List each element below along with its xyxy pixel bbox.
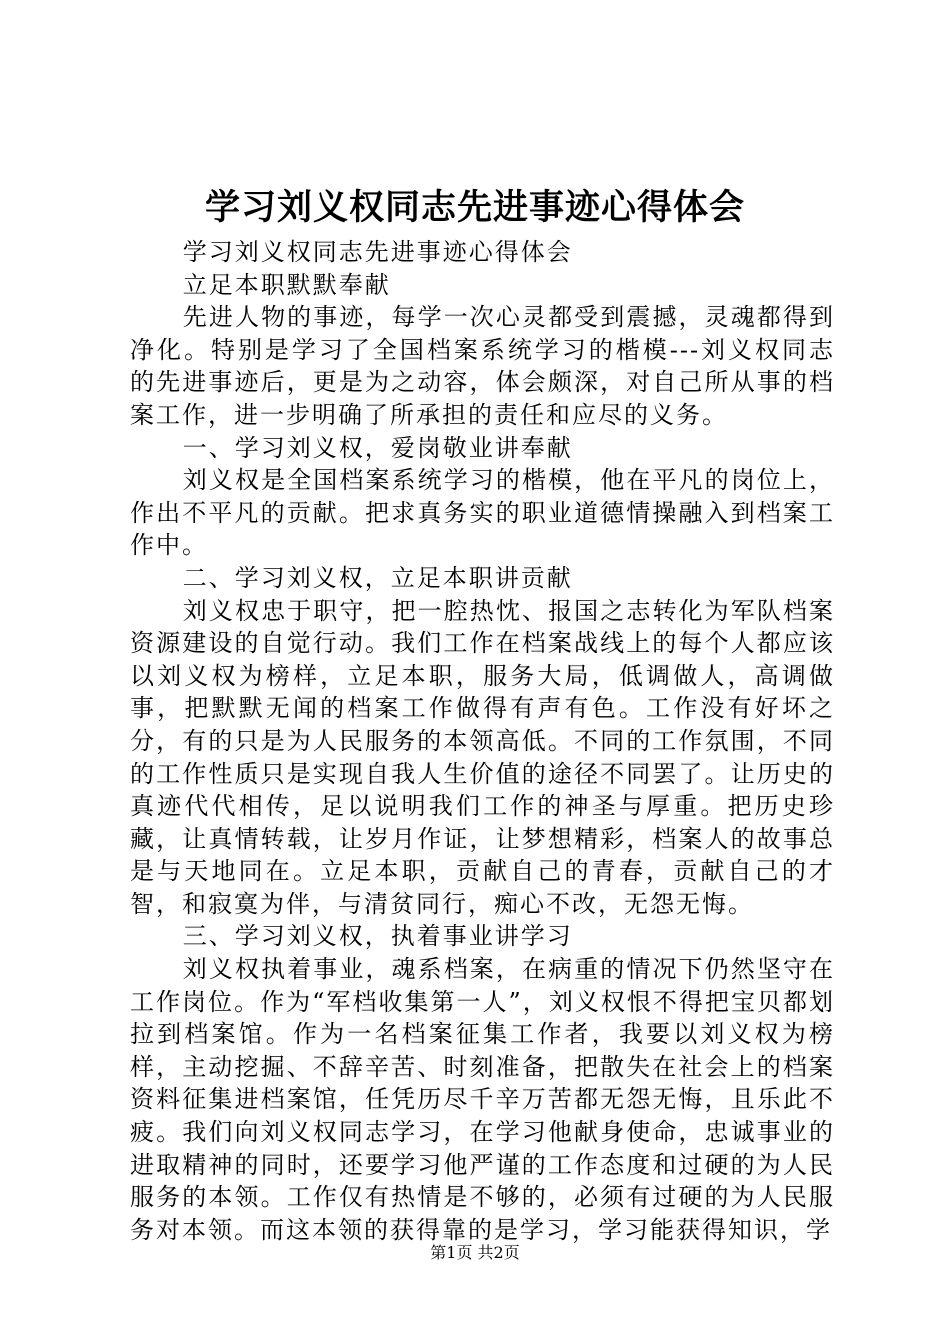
section-heading-3: 三、学习刘义权，执着事业讲学习 — [182, 922, 573, 951]
document-title: 学习刘义权同志先进事迹心得体会 — [204, 187, 745, 228]
section-heading-1: 一、学习刘义权，爱岗敬业讲奉献 — [182, 433, 573, 462]
paragraph-section-3: 刘义权执着事业，魂系档案，在病重的情况下仍然坚守在工作岗位。作为“军档收集第一人”，刘义权恨不得把宝贝都划拉到档案馆。作为一名档案征集工作者，我要以刘义权为榜样，主动挖掘、不辞辛苦、时刻准备，把散失在社会上的档案资料征集进档案馆，任凭历尽千辛万苦都无怨无悔，且乐此不疲。我们向刘义权同志学习，在学习他献身使命，忠诚事业的进取精神的同时，还要学习他严谨的工作态度和过硬的为人民服务的本领。工作仅有热情是不够的，必须有过硬的为人民服务对本领。而这本领的获得靠的是学习，学习能获得知识，学 — [130, 955, 835, 1244]
document-body — [130, 236, 835, 1246]
paragraph-section-2: 刘义权忠于职守，把一腔热忱、报国之志转化为军队档案资源建设的自觉行动。我们工作在档案战线上的每个人都应该以刘义权为榜样，立足本职，服务大局，低调做人，高调做事，把默默无闻的档案工作做得有声有色。工作没有好坏之分，有的只是为人民服务的本领高低。不同的工作氛围，不同的工作性质只是实现自我人生价值的途径不同罢了。让历史的真迹代代相传，足以说明我们工作的神圣与厚重。把历史珍藏，让真情转载，让岁月作证，让梦想精彩，档案人的故事总是与天地同在。立足本职，贡献自己的青春，贡献自己的才智，和寂寞为伴，与清贫同行，痴心不改，无怨无悔。 — [130, 596, 835, 918]
page-footer: 第1页 共2页 — [430, 1243, 520, 1262]
paragraph-theme: 立足本职默默奉献 — [182, 270, 391, 299]
paragraph-subtitle: 学习刘义权同志先进事迹心得体会 — [182, 238, 573, 266]
paragraph-section-1: 刘义权是全国档案系统学习的楷模，他在平凡的岗位上，作出不平凡的贡献。把求真务实的职业道德情操融入到档案工作中。 — [130, 466, 835, 560]
paragraph-intro: 先进人物的事迹，每学一次心灵都受到震撼，灵魂都得到净化。特别是学习了全国档案系统学习的楷模---刘义权同志的先进事迹后，更是为之动容，体会颇深，对自己所从事的档案工作，进一步明确了所承担的责任和应尽的义务。 — [130, 303, 835, 429]
section-heading-2: 二、学习刘义权，立足本职讲贡献 — [182, 563, 573, 592]
